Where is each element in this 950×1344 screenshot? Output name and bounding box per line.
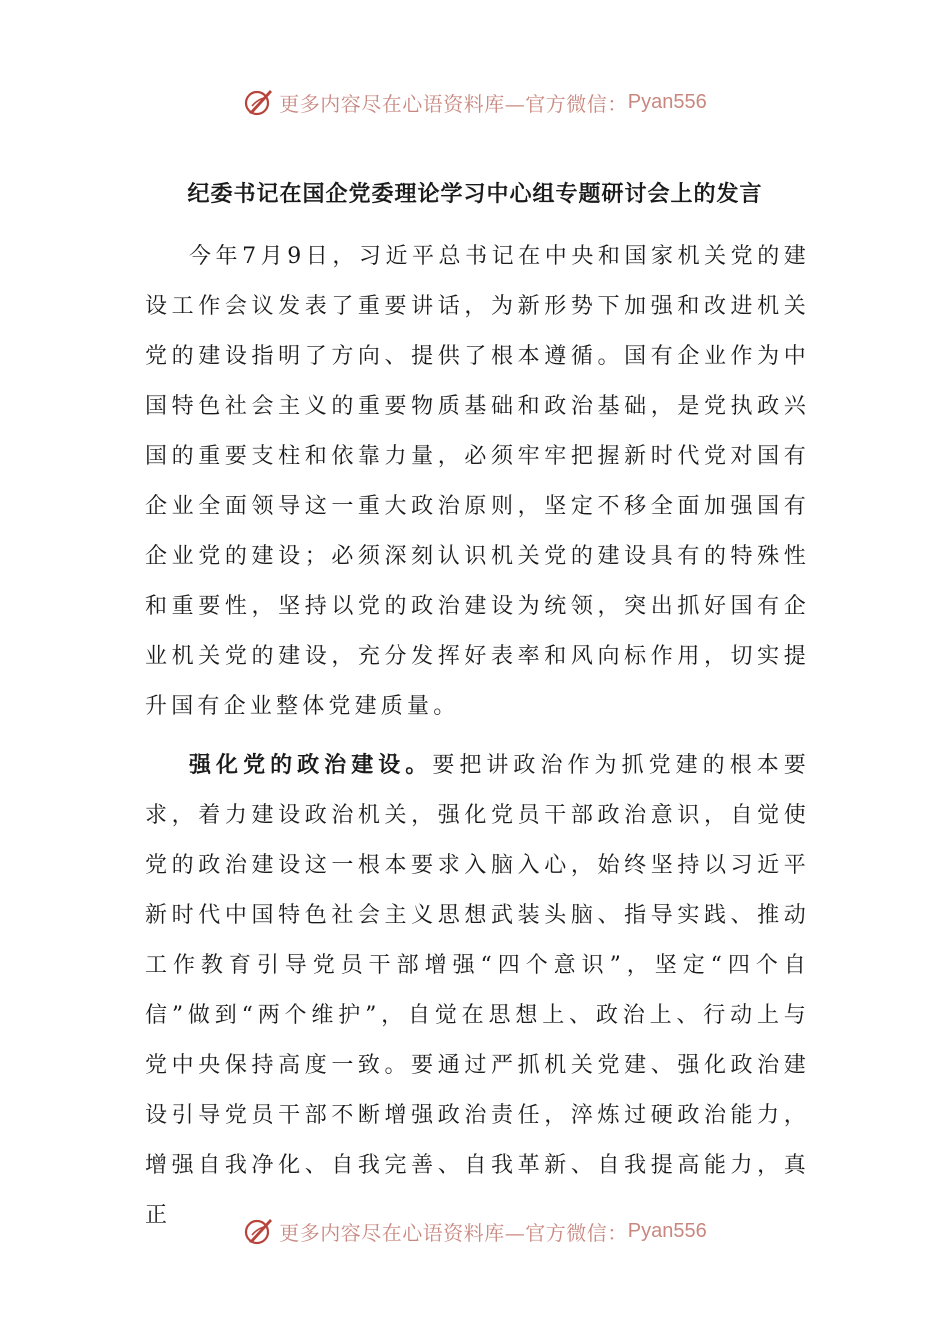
document-title: 纪委书记在国企党委理论学习中心组专题研讨会上的发言 [187,181,763,207]
quill-pen-logo-icon [243,86,275,118]
watermark-wechat-id: Pyan556 [627,1219,707,1242]
section-heading-political-construction: 强化党的政治建设。 [189,752,433,778]
watermark-text: 更多内容尽在心语资料库—官方微信： [279,1220,628,1245]
footer-watermark [0,1211,950,1251]
body-paragraph-1: 今年7月9日，习近平总书记在中央和国家机关党的建设工作会议发表了重要讲话，为新形势下加强和改进机关党的建设指明了方向、提供了根本遵循。国有企业作为中国特色社会主义的重要物质基础和政治基础，是党执政兴国的重要支柱和依靠力量，必须牢牢把握新时代党对国有企业全面领导这一重大政治原则，坚定不移全面加强国有企业党的建设；必须深刻认识机关党的建设具有的特殊性和重要性，坚持以党的政治建设为统领，突出抓好国有企业机关党的建设，充分发挥好表率和风向标作用，切实提升国有企业整体党建质量。 [145,244,810,719]
header-watermark [0,82,950,122]
watermark-text: 更多内容尽在心语资料库—官方微信： [279,91,628,116]
body-paragraph-2-text: 要把讲政治作为抓党建的根本要求，着力建设政治机关，强化党员干部政治意识，自觉使党的政治建设这一根本要求入脑入心，始终坚持以习近平新时代中国特色社会主义思想武装头脑、指导实践、推动工作教育引导党员干部增强“四个意识”，坚定“四个自信”做到“两个维护”，自觉在思想上、政治上、行动上与党中央保持高度一致。要通过严抓机关党建、强化政治建设引导党员干部不断增强政治责任，淬炼过硬政治能力，增强自我净化、自我完善、自我革新、自我提高能力，真正 [145,753,810,1228]
quill-pen-logo-icon [243,1215,275,1247]
watermark-wechat-id: Pyan556 [627,90,707,113]
body-paragraph-2 [145,740,810,1241]
